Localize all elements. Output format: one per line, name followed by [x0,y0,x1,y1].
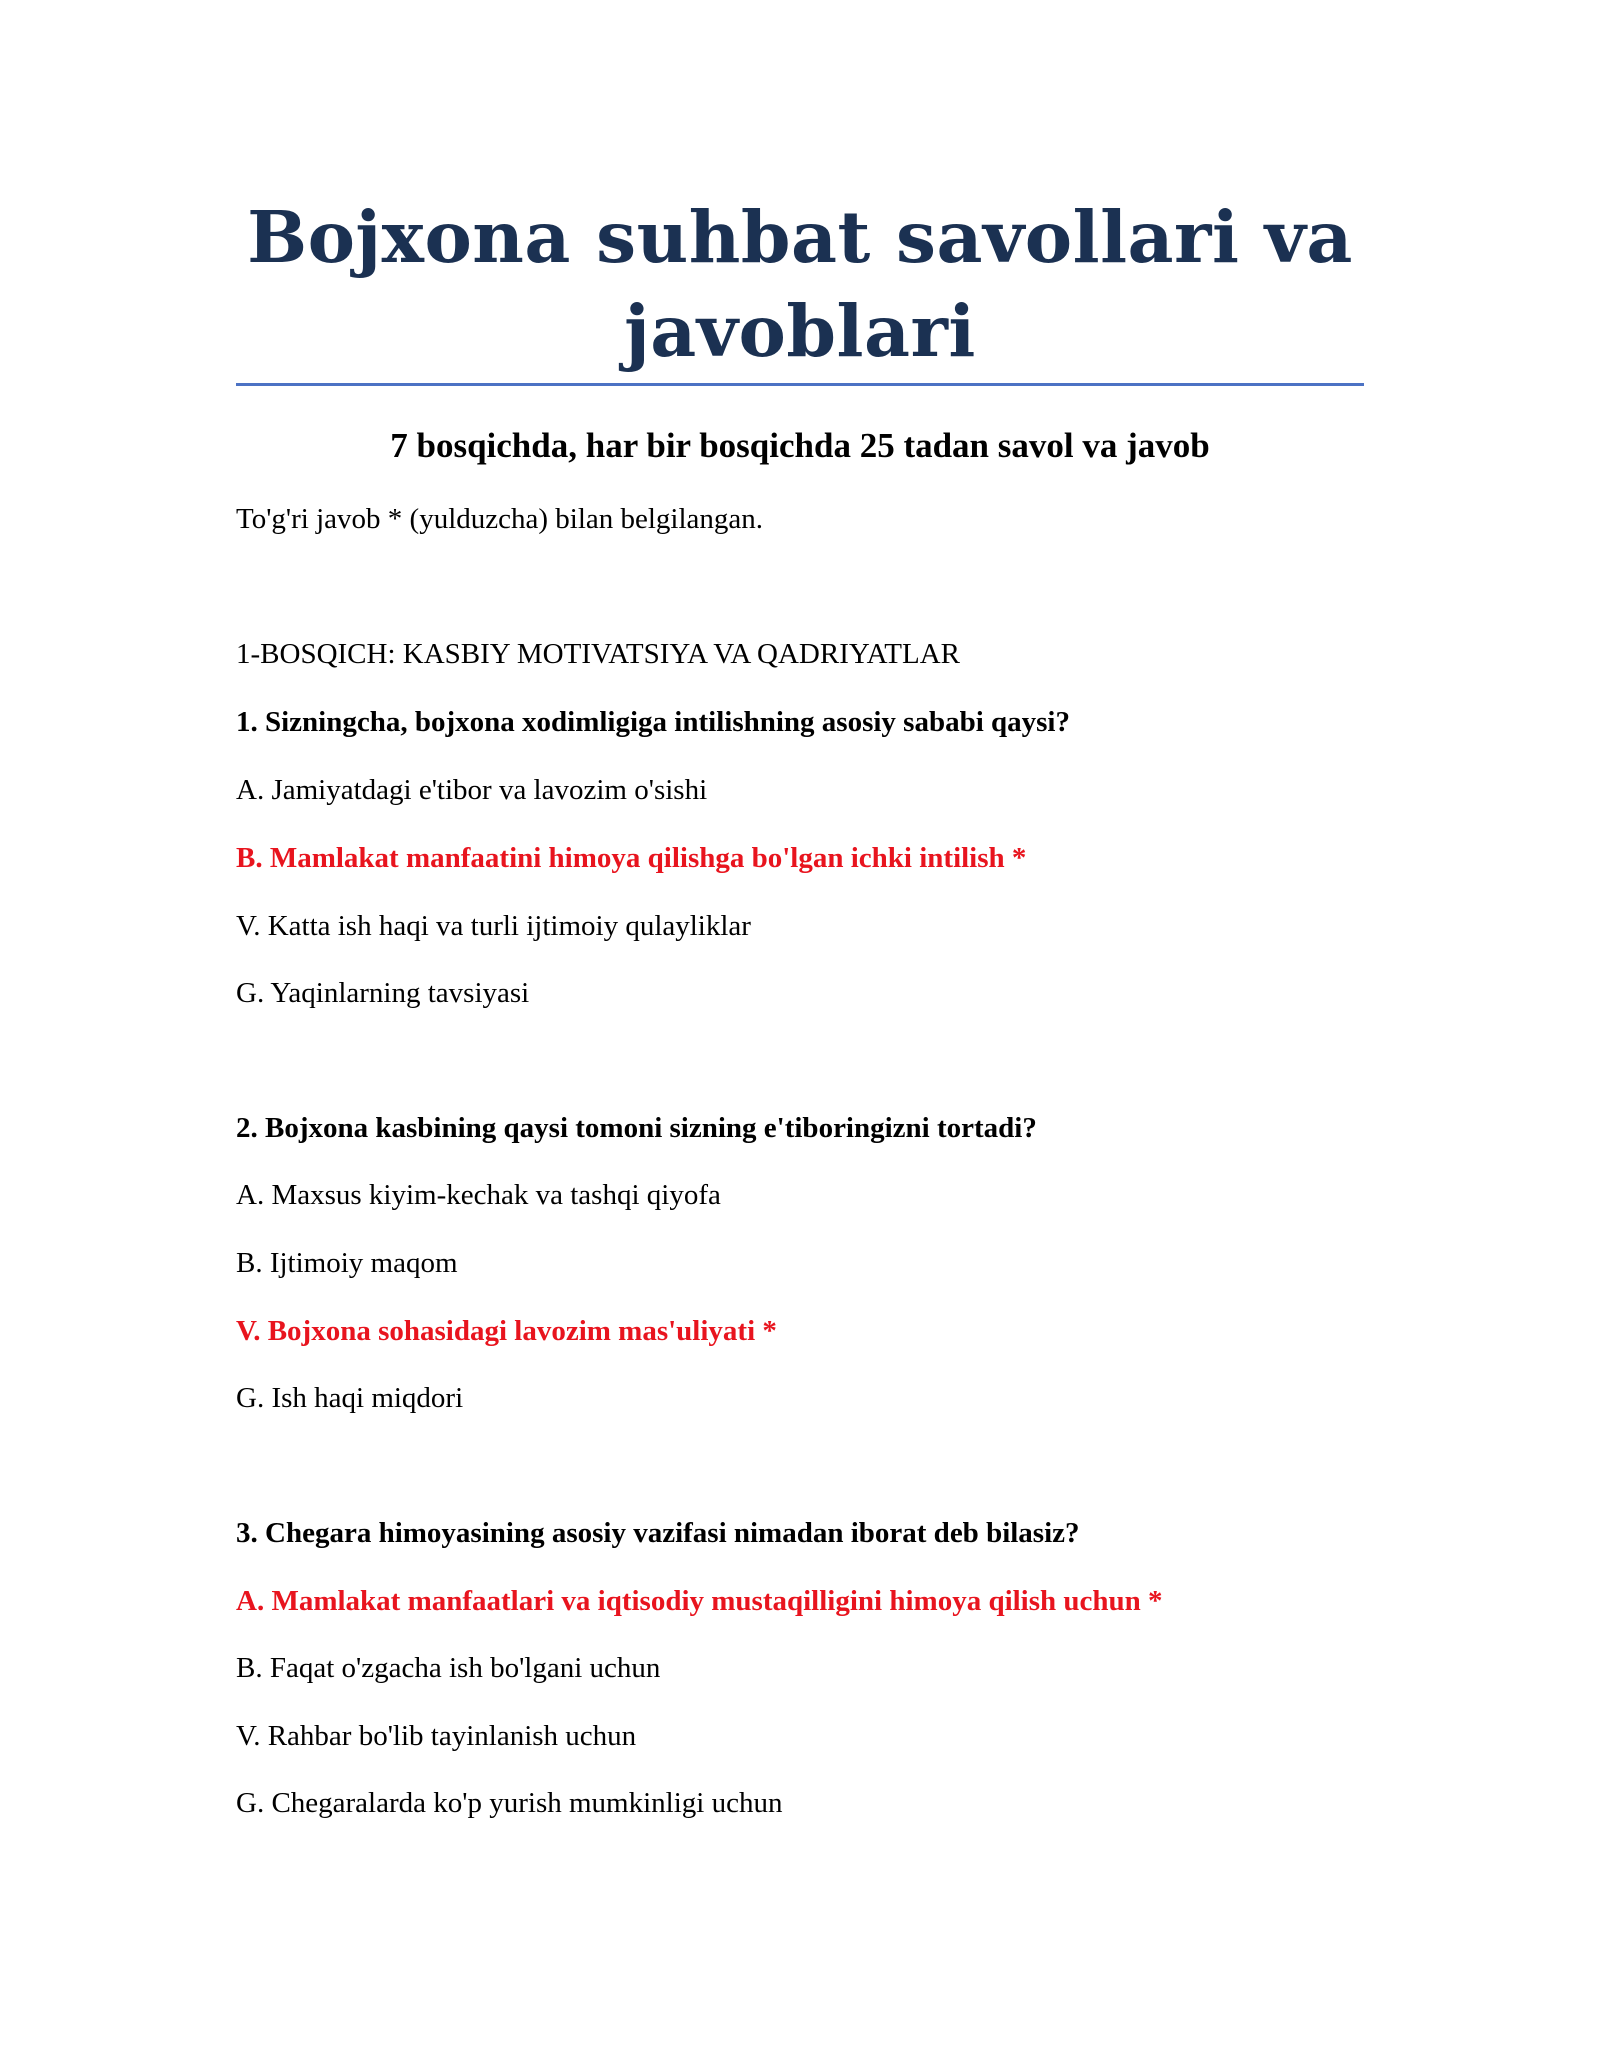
question-1-option-b-correct: B. Mamlakat manfaatini himoya qilishga bo'lgan ichki intilish * [236,842,1027,874]
question-1-option-a: A. Jamiyatdagi e'tibor va lavozim o'sishi [236,774,708,806]
document-title: Bojxona suhbat savollari va javoblari [247,195,1353,373]
question-3-option-g: G. Chegaralarda ko'p yurish mumkinligi uchun [236,1787,783,1819]
question-2-option-a: A. Maxsus kiyim-kechak va tashqi qiyofa [236,1179,721,1211]
section-heading: 1-BOSQICH: KASBIY MOTIVATSIYA VA QADRIYATLAR [236,638,961,670]
question-1-option-g: G. Yaqinlarning tavsiyasi [236,977,530,1009]
question-2-option-b: B. Ijtimoiy maqom [236,1247,458,1279]
question-2: 2. Bojxona kasbining qaysi tomoni sizning e'tiboringizni tortadi? [236,1112,1037,1144]
question-1: 1. Sizningcha, bojxona xodimligiga intilishning asosiy sababi qaysi? [236,706,1070,738]
question-3-option-v: V. Rahbar bo'lib tayinlanish uchun [236,1720,637,1752]
question-3-option-b: B. Faqat o'zgacha ish bo'lgani uchun [236,1652,661,1684]
question-1-option-v: V. Katta ish haqi va turli ijtimoiy qulayliklar [236,910,751,942]
title-divider [236,383,1364,386]
document-page [236,0,1364,2070]
question-2-option-v-correct: V. Bojxona sohasidagi lavozim mas'uliyati * [236,1315,777,1347]
answer-key-note: To'g'ri javob * (yulduzcha) bilan belgilangan. [236,503,764,535]
question-3: 3. Chegara himoyasining asosiy vazifasi nimadan iborat deb bilasiz? [236,1517,1080,1549]
question-2-option-g: G. Ish haqi miqdori [236,1382,464,1414]
document-subtitle: 7 bosqichda, har bir bosqichda 25 tadan savol va javob [390,426,1210,465]
question-3-option-a-correct: A. Mamlakat manfaatlari va iqtisodiy mustaqilligini himoya qilish uchun * [236,1585,1163,1617]
